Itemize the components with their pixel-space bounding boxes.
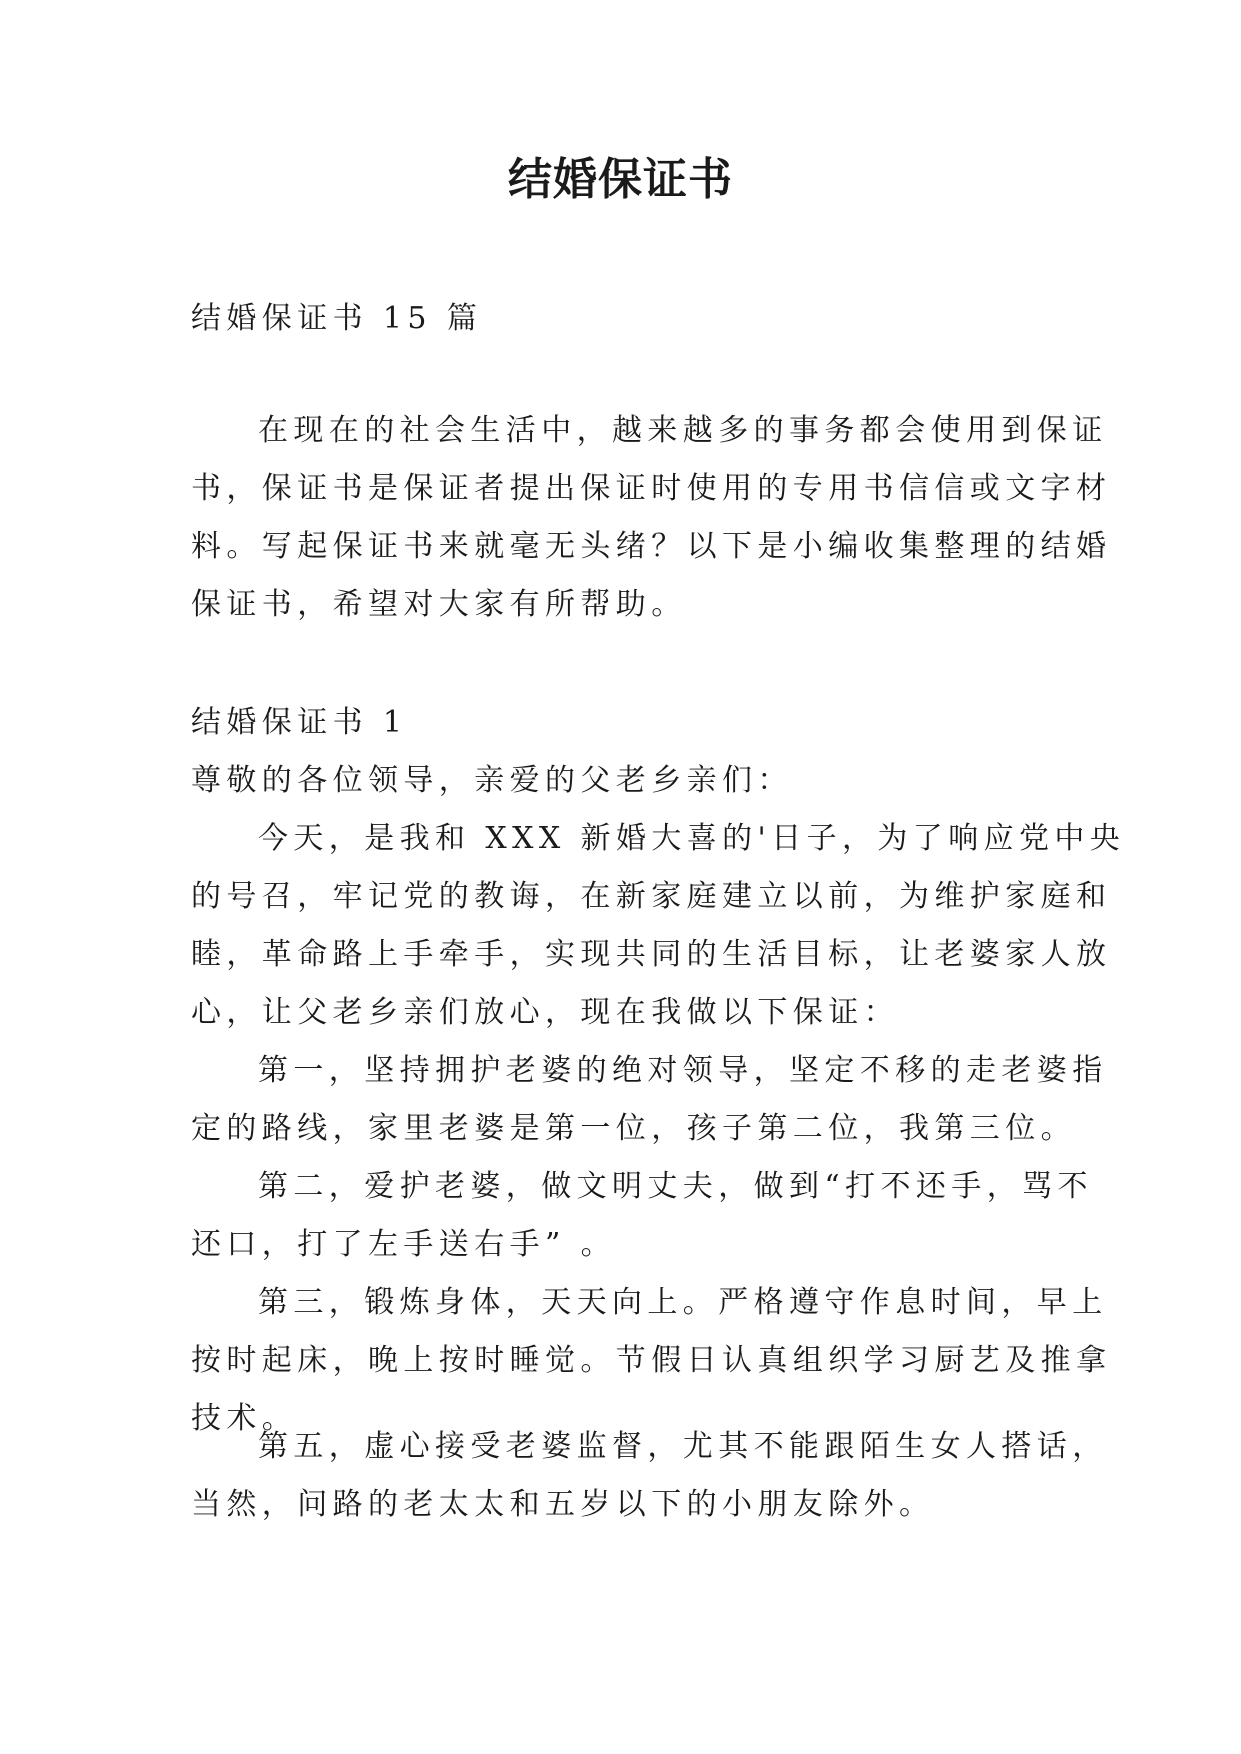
paragraph-line: 第三，锻炼身体，天天向上。严格遵守作息时间，早上 <box>258 1285 1108 1320</box>
paragraph-line: 的号召，牢记党的教诲，在新家庭建立以前，为维护家庭和 <box>191 879 1112 914</box>
intro-line: 在现在的社会生活中，越来越多的事务都会使用到保证 <box>258 413 1108 448</box>
paragraph-line: 按时起床，晚上按时睡觉。节假日认真组织学习厨艺及推拿 <box>191 1343 1112 1378</box>
paragraph-line: 今天，是我和 XXX 新婚大喜的'日子，为了响应党中央 <box>258 821 1126 856</box>
paragraph-5 <box>191 1418 1108 1534</box>
paragraph-line: 技术。 <box>191 1401 298 1436</box>
paragraph-line: 还口，打了左手送右手” 。 <box>191 1227 617 1262</box>
document-title: 结婚保证书 <box>508 154 733 205</box>
paragraph-line: 睦，革命路上手牵手，实现共同的生活目标，让老婆家人放 <box>191 937 1112 972</box>
intro-line: 料。写起保证书来就毫无头绪？以下是小编收集整理的结婚 <box>191 529 1112 564</box>
subtitle-line: 结婚保证书 15 篇 <box>191 301 483 336</box>
paragraph-3 <box>191 1158 1093 1274</box>
document-subtitle <box>191 290 1057 348</box>
paragraph-line: 第一，坚持拥护老婆的绝对领导，坚定不移的走老婆指 <box>258 1053 1108 1088</box>
intro-line: 书，保证书是保证者提出保证时使用的专用书信信或文字材 <box>191 471 1112 506</box>
intro-paragraph <box>191 402 1112 634</box>
paragraph-line: 心，让父老乡亲们放心，现在我做以下保证： <box>191 995 899 1030</box>
paragraph-1 <box>191 810 1126 1042</box>
paragraph-line: 当然，问路的老太太和五岁以下的小朋友除外。 <box>191 1487 935 1522</box>
paragraph-line: 定的路线，家里老婆是第一位，孩子第二位，我第三位。 <box>191 1111 1076 1146</box>
paragraph-line: 第二，爱护老婆，做文明丈夫，做到“打不还手，骂不 <box>258 1169 1093 1204</box>
paragraph-2 <box>191 1042 1108 1158</box>
section-heading <box>191 694 1057 752</box>
paragraph-line: 第五，虚心接受老婆监督，尤其不能跟陌生女人搭话， <box>258 1429 1108 1464</box>
salutation <box>191 752 1057 810</box>
intro-line: 保证书，希望对大家有所帮助。 <box>191 587 687 622</box>
salutation-line: 尊敬的各位领导，亲爱的父老乡亲们： <box>191 763 793 798</box>
section-heading-line: 结婚保证书 1 <box>191 705 408 740</box>
